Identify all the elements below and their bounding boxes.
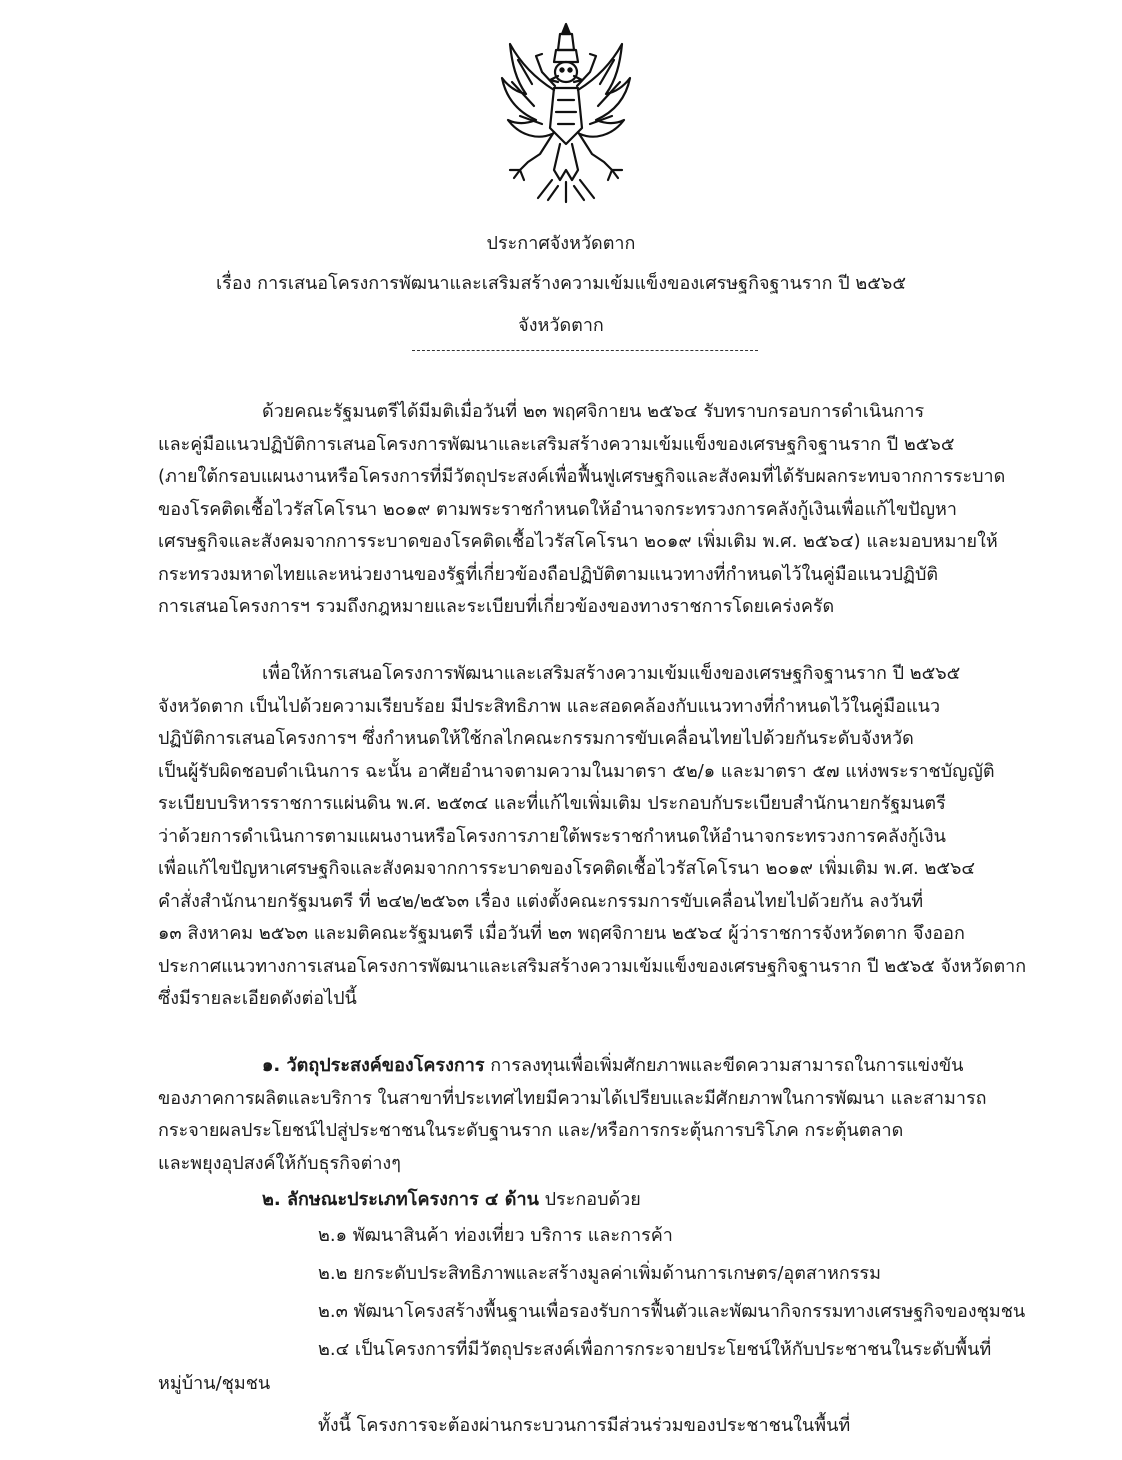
paragraph-line: ซึ่งมีรายละเอียดดังต่อไปนี้ [158,988,357,1009]
section-2-item: ๒.๓ พัฒนาโครงสร้างพื้นฐานเพื่อรองรับการฟื้นตัวและพัฒนากิจกรรมทางเศรษฐกิจของชุมชน [318,1300,1026,1322]
section-1-line: กระจายผลประโยชน์ไปสู่ประชาชนในระดับฐานราก และ/หรือการกระตุ้นการบริโภค กระตุ้นตลาด [158,1120,904,1141]
paragraph-line: จังหวัดตาก เป็นไปด้วยความเรียบร้อย มีประสิทธิภาพ และสอดคล้องกับแนวทางที่กำหนดไว้ในคู่มือแนว [158,695,941,717]
paragraph-line: คำสั่งสำนักนายกรัฐมนตรี ที่ ๒๔๒/๒๕๖๓ เรื่อง แต่งตั้งคณะกรรมการขับเคลื่อนไทยไปด้วยกัน ลงวันที่ [158,890,924,912]
paragraph-line: เพื่อให้การเสนอโครงการพัฒนาและเสริมสร้างความเข้มแข็งของเศรษฐกิจฐานราก ปี ๒๕๖๕ [262,663,961,684]
paragraph-line: เป็นผู้รับผิดชอบดำเนินการ ฉะนั้น อาศัยอำนาจตามความในมาตรา ๕๒/๑ และมาตรา ๕๗ แห่งพระราชบัญญัติ [158,760,995,782]
paragraph-line: ของโรคติดเชื้อไวรัสโคโรนา ๒๐๑๙ ตามพระราชกำหนดให้อำนาจกระทรวงการคลังกู้เงินเพื่อแก้ไขปัญหา [158,498,958,520]
section-2-item: ๒.๑ พัฒนาสินค้า ท่องเที่ยว บริการ และการค้า [318,1224,673,1246]
section-1-line: ของภาคการผลิตและบริการ ในสาขาที่ประเทศไทยมีความได้เปรียบและมีศักยภาพในการพัฒนา และสามารถ [158,1087,987,1109]
paragraph-line: เศรษฐกิจและสังคมจากการระบาดของโรคติดเชื้อไวรัสโคโรนา ๒๐๑๙ เพิ่มเติม พ.ศ. ๒๕๖๔) และมอบหมายให้ [158,531,998,552]
paragraph-1 [158,396,1034,624]
section-1-line: และพยุงอุปสงค์ให้กับธุรกิจต่างๆ [158,1152,401,1174]
section-1-first-line [158,1050,1034,1083]
paragraph-2 [158,658,1034,1016]
paragraph-line: (ภายใต้กรอบแผนงานหรือโครงการที่มีวัตถุประสงค์เพื่อฟื้นฟูเศรษฐกิจและสังคมที่ได้รับผลกระทบจากการระบาด [158,466,1006,487]
paragraph-line: ประกาศแนวทางการเสนอโครงการพัฒนาและเสริมสร้างความเข้มแข็งของเศรษฐกิจฐานราก ปี ๒๕๖๕ จังหวัดตาก [158,955,1027,977]
section-1-text: การลงทุนเพื่อเพิ่มศักยภาพและขีดความสามารถในการแข่งขัน [484,1055,964,1076]
paragraph-line: กระทรวงมหาดไทยและหน่วยงานของรัฐที่เกี่ยวข้องถือปฏิบัติตามแนวทางที่กำหนดไว้ในคู่มือแนวปฏิบัติ [158,563,939,585]
paragraph-line: ๑๓ สิงหาคม ๒๕๖๓ และมติคณะรัฐมนตรี เมื่อวันที่ ๒๓ พฤศจิกายน ๒๕๖๔ ผู้ว่าราชการจังหวัดตาก จึงออก [158,923,965,944]
announcement-subject: เรื่อง การเสนอโครงการพัฒนาและเสริมสร้างความเข้มแข็งของเศรษฐกิจฐานราก ปี ๒๕๖๕ [216,273,906,294]
announcement-province: จังหวัดตาก [518,315,604,336]
garuda-emblem-icon [498,20,634,206]
section-1-objectives [158,1050,1034,1180]
section-2-heading: ๒. ลักษณะประเภทโครงการ ๔ ด้าน [262,1189,539,1210]
announcement-title: ประกาศจังหวัดตาก [486,233,636,254]
section-2-closing: ทั้งนี้ โครงการจะต้องผ่านกระบวนการมีส่วนร่วมของประชาชนในพื้นที่ [318,1415,851,1436]
paragraph-line: เพื่อแก้ไขปัญหาเศรษฐกิจและสังคมจากการระบาดของโรคติดเชื้อไวรัสโคโรนา ๒๐๑๙ เพิ่มเติม พ.ศ. ๒๕๖๔ [158,858,975,879]
header-separator [412,350,758,351]
section-2-project-types [158,1184,1034,1369]
paragraph-line: ว่าด้วยการดำเนินการตามแผนงานหรือโครงการภายใต้พระราชกำหนดให้อำนาจกระทรวงการคลังกู้เงิน [158,825,946,847]
paragraph-line: ด้วยคณะรัฐมนตรีได้มีมติเมื่อวันที่ ๒๓ พฤศจิกายน ๒๕๖๔ รับทราบกรอบการดำเนินการ [262,401,925,422]
paragraph-line: การเสนอโครงการฯ รวมถึงกฎหมายและระเบียบที่เกี่ยวข้องของทางราชการโดยเคร่งครัด [158,596,835,617]
section-2-item-4-continued: หมู่บ้าน/ชุมชน [158,1373,271,1394]
section-2-heading-rest: ประกอบด้วย [538,1189,641,1210]
section-2-heading-line [158,1184,1034,1217]
paragraph-line: และคู่มือแนวปฏิบัติการเสนอโครงการพัฒนาและเสริมสร้างความเข้มแข็งของเศรษฐกิจฐานราก ปี ๒๕๖๕ [158,433,955,455]
section-2-item: ๒.๒ ยกระดับประสิทธิภาพและสร้างมูลค่าเพิ่มด้านการเกษตร/อุตสาหกรรม [318,1262,881,1284]
paragraph-line: ระเบียบบริหารราชการแผ่นดิน พ.ศ. ๒๕๓๔ และที่แก้ไขเพิ่มเติม ประกอบกับระเบียบสำนักนายกรัฐมนตรี [158,793,946,814]
section-1-heading: ๑. วัตถุประสงค์ของโครงการ [262,1055,485,1076]
paragraph-line: ปฏิบัติการเสนอโครงการฯ ซึ่งกำหนดให้ใช้กลไกคณะกรรมการขับเคลื่อนไทยไปด้วยกันระดับจังหวัด [158,728,914,749]
section-2-item: ๒.๔ เป็นโครงการที่มีวัตถุประสงค์เพื่อการกระจายประโยชน์ให้กับประชาชนในระดับพื้นที่ [318,1338,992,1360]
